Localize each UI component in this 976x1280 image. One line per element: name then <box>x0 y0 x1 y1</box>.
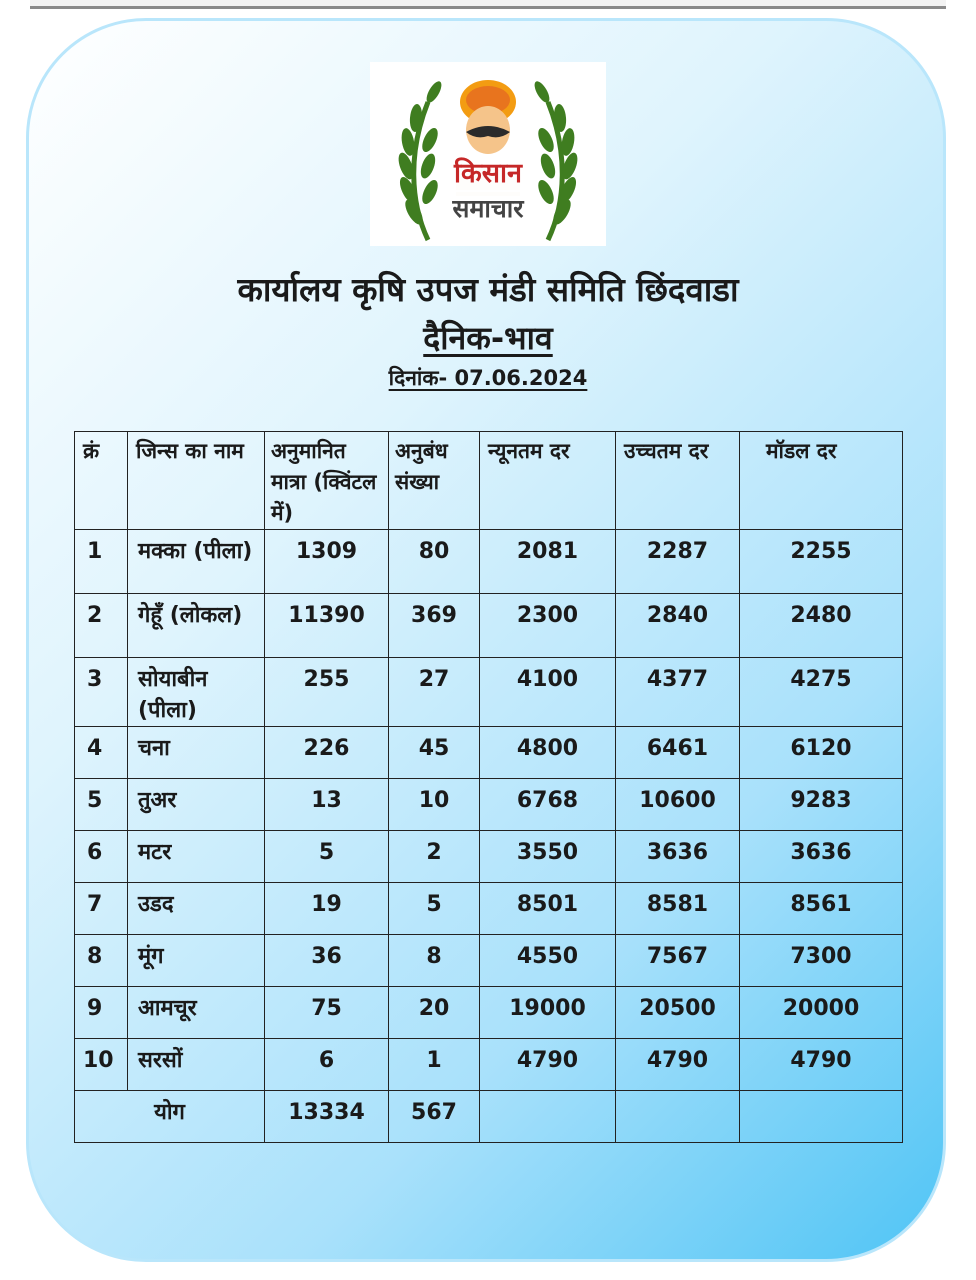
cell-contracts: 369 <box>389 594 480 658</box>
cell-name: आमचूर <box>128 987 265 1039</box>
top-edge-bar <box>30 0 946 9</box>
date-label: दिनांक- 07.06.2024 <box>388 366 588 390</box>
cell-modal: 9283 <box>740 779 903 831</box>
cell-qty: 6 <box>265 1039 389 1091</box>
right-wheat-icon <box>532 79 581 240</box>
cell-sn: 6 <box>75 831 128 883</box>
cell-contracts: 27 <box>389 658 480 727</box>
total-contracts: 567 <box>389 1091 480 1143</box>
cell-qty: 5 <box>265 831 389 883</box>
cell-min: 6768 <box>480 779 616 831</box>
cell-modal: 2255 <box>740 530 903 594</box>
cell-modal: 4275 <box>740 658 903 727</box>
total-qty: 13334 <box>265 1091 389 1143</box>
table-row <box>75 883 903 935</box>
cell-sn: 1 <box>75 530 128 594</box>
daily-rate-heading: दैनिक-भाव <box>423 319 553 357</box>
header-sn: क्रं <box>75 432 128 530</box>
cell-modal: 20000 <box>740 987 903 1039</box>
cell-max: 2840 <box>616 594 740 658</box>
header-commodity: जिन्स का नाम <box>128 432 265 530</box>
table-row <box>75 987 903 1039</box>
office-title: कार्यालय कृषि उपज मंडी समिति छिंदवाडा <box>237 270 739 309</box>
cell-qty: 19 <box>265 883 389 935</box>
cell-min: 2081 <box>480 530 616 594</box>
cell-modal: 4790 <box>740 1039 903 1091</box>
logo-graphic <box>370 62 606 246</box>
cell-contracts: 8 <box>389 935 480 987</box>
cell-min: 19000 <box>480 987 616 1039</box>
cell-name: चना <box>128 727 265 779</box>
table-header-row <box>75 432 903 530</box>
cell-name: सरसों <box>128 1039 265 1091</box>
cell-qty: 226 <box>265 727 389 779</box>
cell-qty: 255 <box>265 658 389 727</box>
table-row <box>75 935 903 987</box>
cell-contracts: 2 <box>389 831 480 883</box>
cell-min: 3550 <box>480 831 616 883</box>
cell-max: 4377 <box>616 658 740 727</box>
table-row <box>75 779 903 831</box>
table-row <box>75 727 903 779</box>
header-contracts: अनुबंध संख्या <box>389 432 480 530</box>
cell-max: 2287 <box>616 530 740 594</box>
header-quantity: अनुमानित मात्रा (क्विंटल में) <box>265 432 389 530</box>
cell-modal: 6120 <box>740 727 903 779</box>
table-row <box>75 658 903 727</box>
cell-name: मूंग <box>128 935 265 987</box>
cell-max: 20500 <box>616 987 740 1039</box>
cell-min: 4790 <box>480 1039 616 1091</box>
cell-contracts: 45 <box>389 727 480 779</box>
cell-sn: 4 <box>75 727 128 779</box>
header-max-rate: उच्चतम दर <box>616 432 740 530</box>
total-row <box>75 1091 903 1143</box>
cell-name: सोयाबीन (पीला) <box>128 658 265 727</box>
cell-max: 3636 <box>616 831 740 883</box>
cell-modal: 2480 <box>740 594 903 658</box>
table-row <box>75 831 903 883</box>
total-empty-max <box>616 1091 740 1143</box>
cell-sn: 7 <box>75 883 128 935</box>
cell-max: 7567 <box>616 935 740 987</box>
cell-contracts: 10 <box>389 779 480 831</box>
header-modal-rate: मॉडल दर <box>740 432 903 530</box>
cell-max: 8581 <box>616 883 740 935</box>
cell-sn: 8 <box>75 935 128 987</box>
total-empty-min <box>480 1091 616 1143</box>
cell-contracts: 20 <box>389 987 480 1039</box>
cell-name: उडद <box>128 883 265 935</box>
cell-modal: 3636 <box>740 831 903 883</box>
table-row <box>75 594 903 658</box>
cell-name: मटर <box>128 831 265 883</box>
cell-min: 2300 <box>480 594 616 658</box>
cell-max: 10600 <box>616 779 740 831</box>
table-row <box>75 530 903 594</box>
cell-qty: 36 <box>265 935 389 987</box>
rates-table <box>74 431 903 1143</box>
cell-sn: 9 <box>75 987 128 1039</box>
cell-name: गेहूँ (लोकल) <box>128 594 265 658</box>
cell-sn: 10 <box>75 1039 128 1091</box>
cell-min: 4550 <box>480 935 616 987</box>
kisan-samachar-logo <box>370 62 606 246</box>
logo-line-2: समाचार <box>452 194 524 223</box>
cell-qty: 75 <box>265 987 389 1039</box>
cell-qty: 13 <box>265 779 389 831</box>
cell-max: 4790 <box>616 1039 740 1091</box>
left-wheat-icon <box>396 79 445 240</box>
total-empty-modal <box>740 1091 903 1143</box>
header-min-rate: न्यूनतम दर <box>480 432 616 530</box>
logo-line-1: किसान <box>454 158 522 189</box>
cell-min: 4800 <box>480 727 616 779</box>
cell-max: 6461 <box>616 727 740 779</box>
cell-min: 8501 <box>480 883 616 935</box>
cell-contracts: 1 <box>389 1039 480 1091</box>
cell-modal: 8561 <box>740 883 903 935</box>
cell-qty: 1309 <box>265 530 389 594</box>
cell-sn: 2 <box>75 594 128 658</box>
total-label: योग <box>75 1091 265 1143</box>
cell-contracts: 80 <box>389 530 480 594</box>
cell-contracts: 5 <box>389 883 480 935</box>
cell-sn: 5 <box>75 779 128 831</box>
table-row <box>75 1039 903 1091</box>
cell-modal: 7300 <box>740 935 903 987</box>
cell-min: 4100 <box>480 658 616 727</box>
cell-sn: 3 <box>75 658 128 727</box>
cell-qty: 11390 <box>265 594 389 658</box>
cell-name: मक्का (पीला) <box>128 530 265 594</box>
cell-name: तुअर <box>128 779 265 831</box>
